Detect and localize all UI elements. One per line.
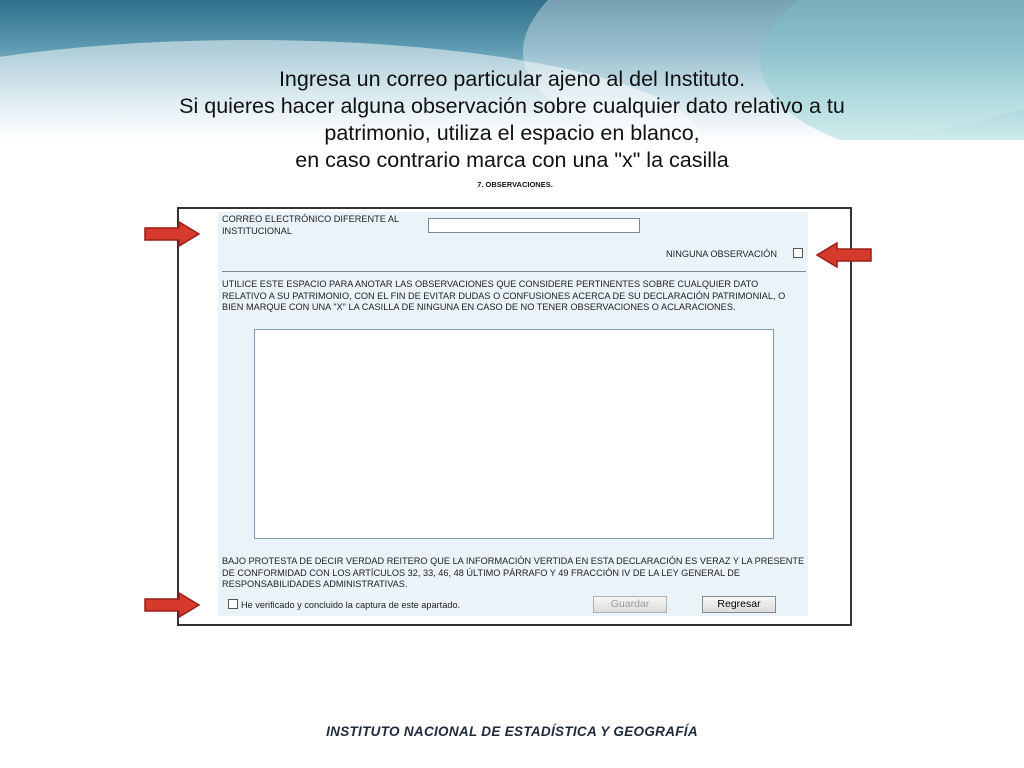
heading-line: Si quieres hacer alguna observación sobre cualquier dato relativo a tu	[179, 94, 845, 118]
verified-label: He verificado y concluido la captura de este apartado.	[241, 600, 461, 610]
ninguna-observacion-checkbox[interactable]	[793, 248, 803, 258]
heading-line: en caso contrario marca con una "x" la casilla	[295, 148, 729, 172]
verified-checkbox[interactable]	[228, 599, 238, 609]
divider	[222, 271, 806, 272]
email-field[interactable]	[428, 218, 640, 233]
arrow-right-icon	[143, 591, 201, 619]
email-label: CORREO ELECTRÓNICO DIFERENTE AL INSTITUCIONAL	[222, 214, 399, 236]
arrow-left-icon	[815, 241, 873, 269]
guardar-button[interactable]: Guardar	[593, 596, 667, 613]
section-title: 7. OBSERVACIONES.	[477, 180, 553, 189]
heading-line: Ingresa un correo particular ajeno al del Instituto.	[278, 67, 746, 91]
observations-textarea[interactable]	[254, 329, 774, 539]
instructions-text: UTILICE ESTE ESPACIO PARA ANOTAR LAS OBSERVACIONES QUE CONSIDERE PERTINENTES SOBRE CUALQUIER DATO RELATIVO A SU PATRIMONIO, CON EL FIN DE EVITAR DUDAS O CONFUSIONES ACERCA DE SU DECLARACIÓN PATRIMONIAL, O BIEN MARQUE CON UNA "X" LA CASILLA DE NINGUNA EN CASO DE NO TENER OBSERVACIONES O ACLARACIONES.	[222, 279, 786, 312]
slide-heading	[40, 66, 984, 174]
protesta-text: BAJO PROTESTA DE DECIR VERDAD REITERO QUE LA INFORMACIÓN VERTIDA EN ESTA DECLARACIÓN ES VERAZ Y LA PRESENTE DE CONFORMIDAD CON LOS ARTÍCULOS 32, 33, 46, 48 ÚLTIMO PÁRRAFO Y 49 FRACCIÓN IV DE LA LEY GENERAL DE RESPONSABILIDADES ADMINISTRATIVAS.	[222, 556, 805, 589]
regresar-button[interactable]: Regresar	[702, 596, 776, 613]
arrow-right-icon	[143, 220, 201, 248]
ninguna-observacion-label: NINGUNA OBSERVACIÓN	[666, 249, 777, 259]
footer-org-name: INSTITUTO NACIONAL DE ESTADÍSTICA Y GEOGRAFÍA	[326, 724, 698, 739]
heading-line: patrimonio, utiliza el espacio en blanco,	[324, 121, 700, 145]
